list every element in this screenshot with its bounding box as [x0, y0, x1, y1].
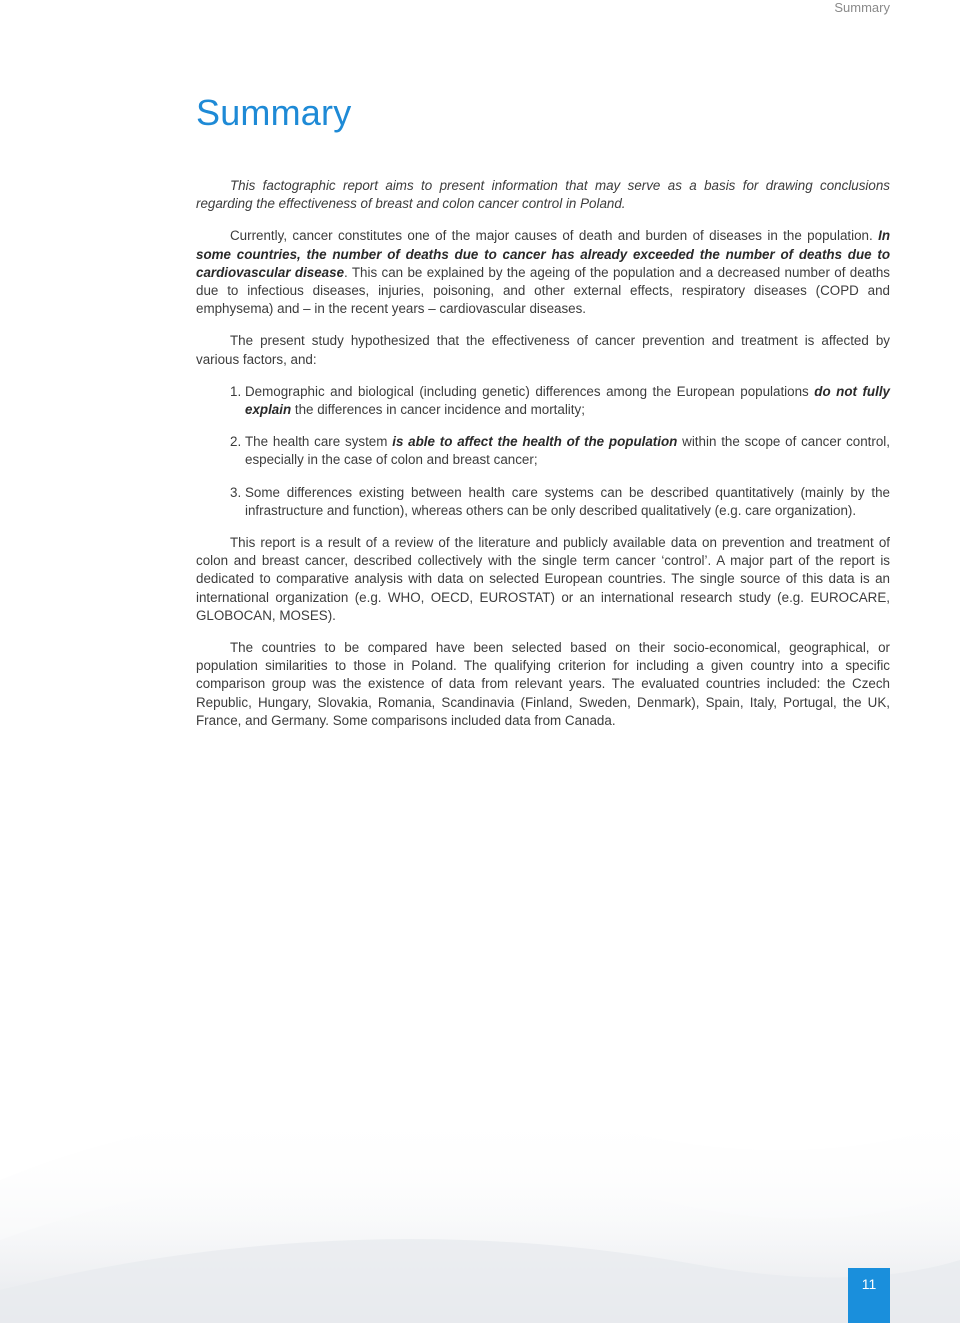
list-text: The health care system	[245, 434, 393, 450]
body-text	[196, 177, 890, 744]
list-item	[230, 383, 890, 419]
page-title: Summary	[196, 92, 352, 133]
list-text: Demographic and biological (including genetic) differences among the European populations	[245, 383, 815, 399]
emphasis-text: do not fully explain	[245, 383, 890, 418]
list-text: Some differences existing between health care systems can be described quantitatively (mainly by the infrastructure and function), whereas others can be only described qualitatively (e.g. care organization).	[245, 484, 890, 518]
emphasis-text: In some countries, the number of deaths due to cancer has already exceeded the number of deaths due to cardiovascular disease	[196, 228, 890, 280]
paragraph-hypothesis-intro: The present study hypothesized that the effectiveness of cancer prevention and treatment is affected by various factors, and:	[196, 333, 890, 367]
list-item	[230, 484, 890, 520]
paragraph-text: Currently, cancer constitutes one of the major causes of death and burden of diseases in the population.	[230, 228, 879, 244]
paragraph-cancer-burden	[196, 227, 890, 318]
paragraph-methodology: This report is a result of a review of the literature and publicly available data on prevention and treatment of colon and breast cancer, described collectively with the single term cancer ‘control’. A major part of the report is dedicated to comparative analysis with data on selected European countries. The single source of this data is an international organization (e.g. WHO, OECD, EUROSTAT) or an international research study (e.g. EUROCARE, GLOBOCAN, MOSES).	[196, 535, 890, 623]
intro-paragraph: This factographic report aims to present information that may serve as a basis for drawing conclusions regarding the effectiveness of breast and colon cancer control in Poland.	[196, 178, 890, 212]
running-header: Summary	[834, 0, 890, 15]
paragraph-countries: The countries to be compared have been selected based on their socio-economical, geographical, or population similarities to those in Poland. The qualifying criterion for including a given country into a specific comparison group was the existence of data from relevant years. The evaluated countries included: the Czech Republic, Hungary, Slovakia, Romania, Scandinavia (Finland, Sweden, Denmark), Spain, Italy, Portugal, the UK, France, and Germany. Some comparisons included data from Canada.	[196, 640, 890, 728]
list-item	[230, 433, 890, 469]
paragraph-text: . This can be explained by the ageing of the population and a decreased number of deaths due to infectious diseases, injuries, poisoning, and other external effects, respiratory diseases (COPD and emphysema) and – in the recent years – cardiovascular diseases.	[196, 264, 890, 317]
page-number: 11	[848, 1268, 890, 1323]
hypotheses-list	[196, 383, 890, 520]
emphasis-text: is able to affect the health of the population	[392, 434, 678, 450]
list-number: 1.	[230, 383, 242, 399]
list-number: 2.	[230, 434, 242, 450]
decorative-wave	[0, 1040, 960, 1323]
list-number: 3.	[230, 484, 242, 500]
list-text: the differences in cancer incidence and mortality;	[291, 402, 585, 418]
list-text: within the scope of cancer control, especially in the case of colon and breast cancer;	[245, 434, 890, 468]
